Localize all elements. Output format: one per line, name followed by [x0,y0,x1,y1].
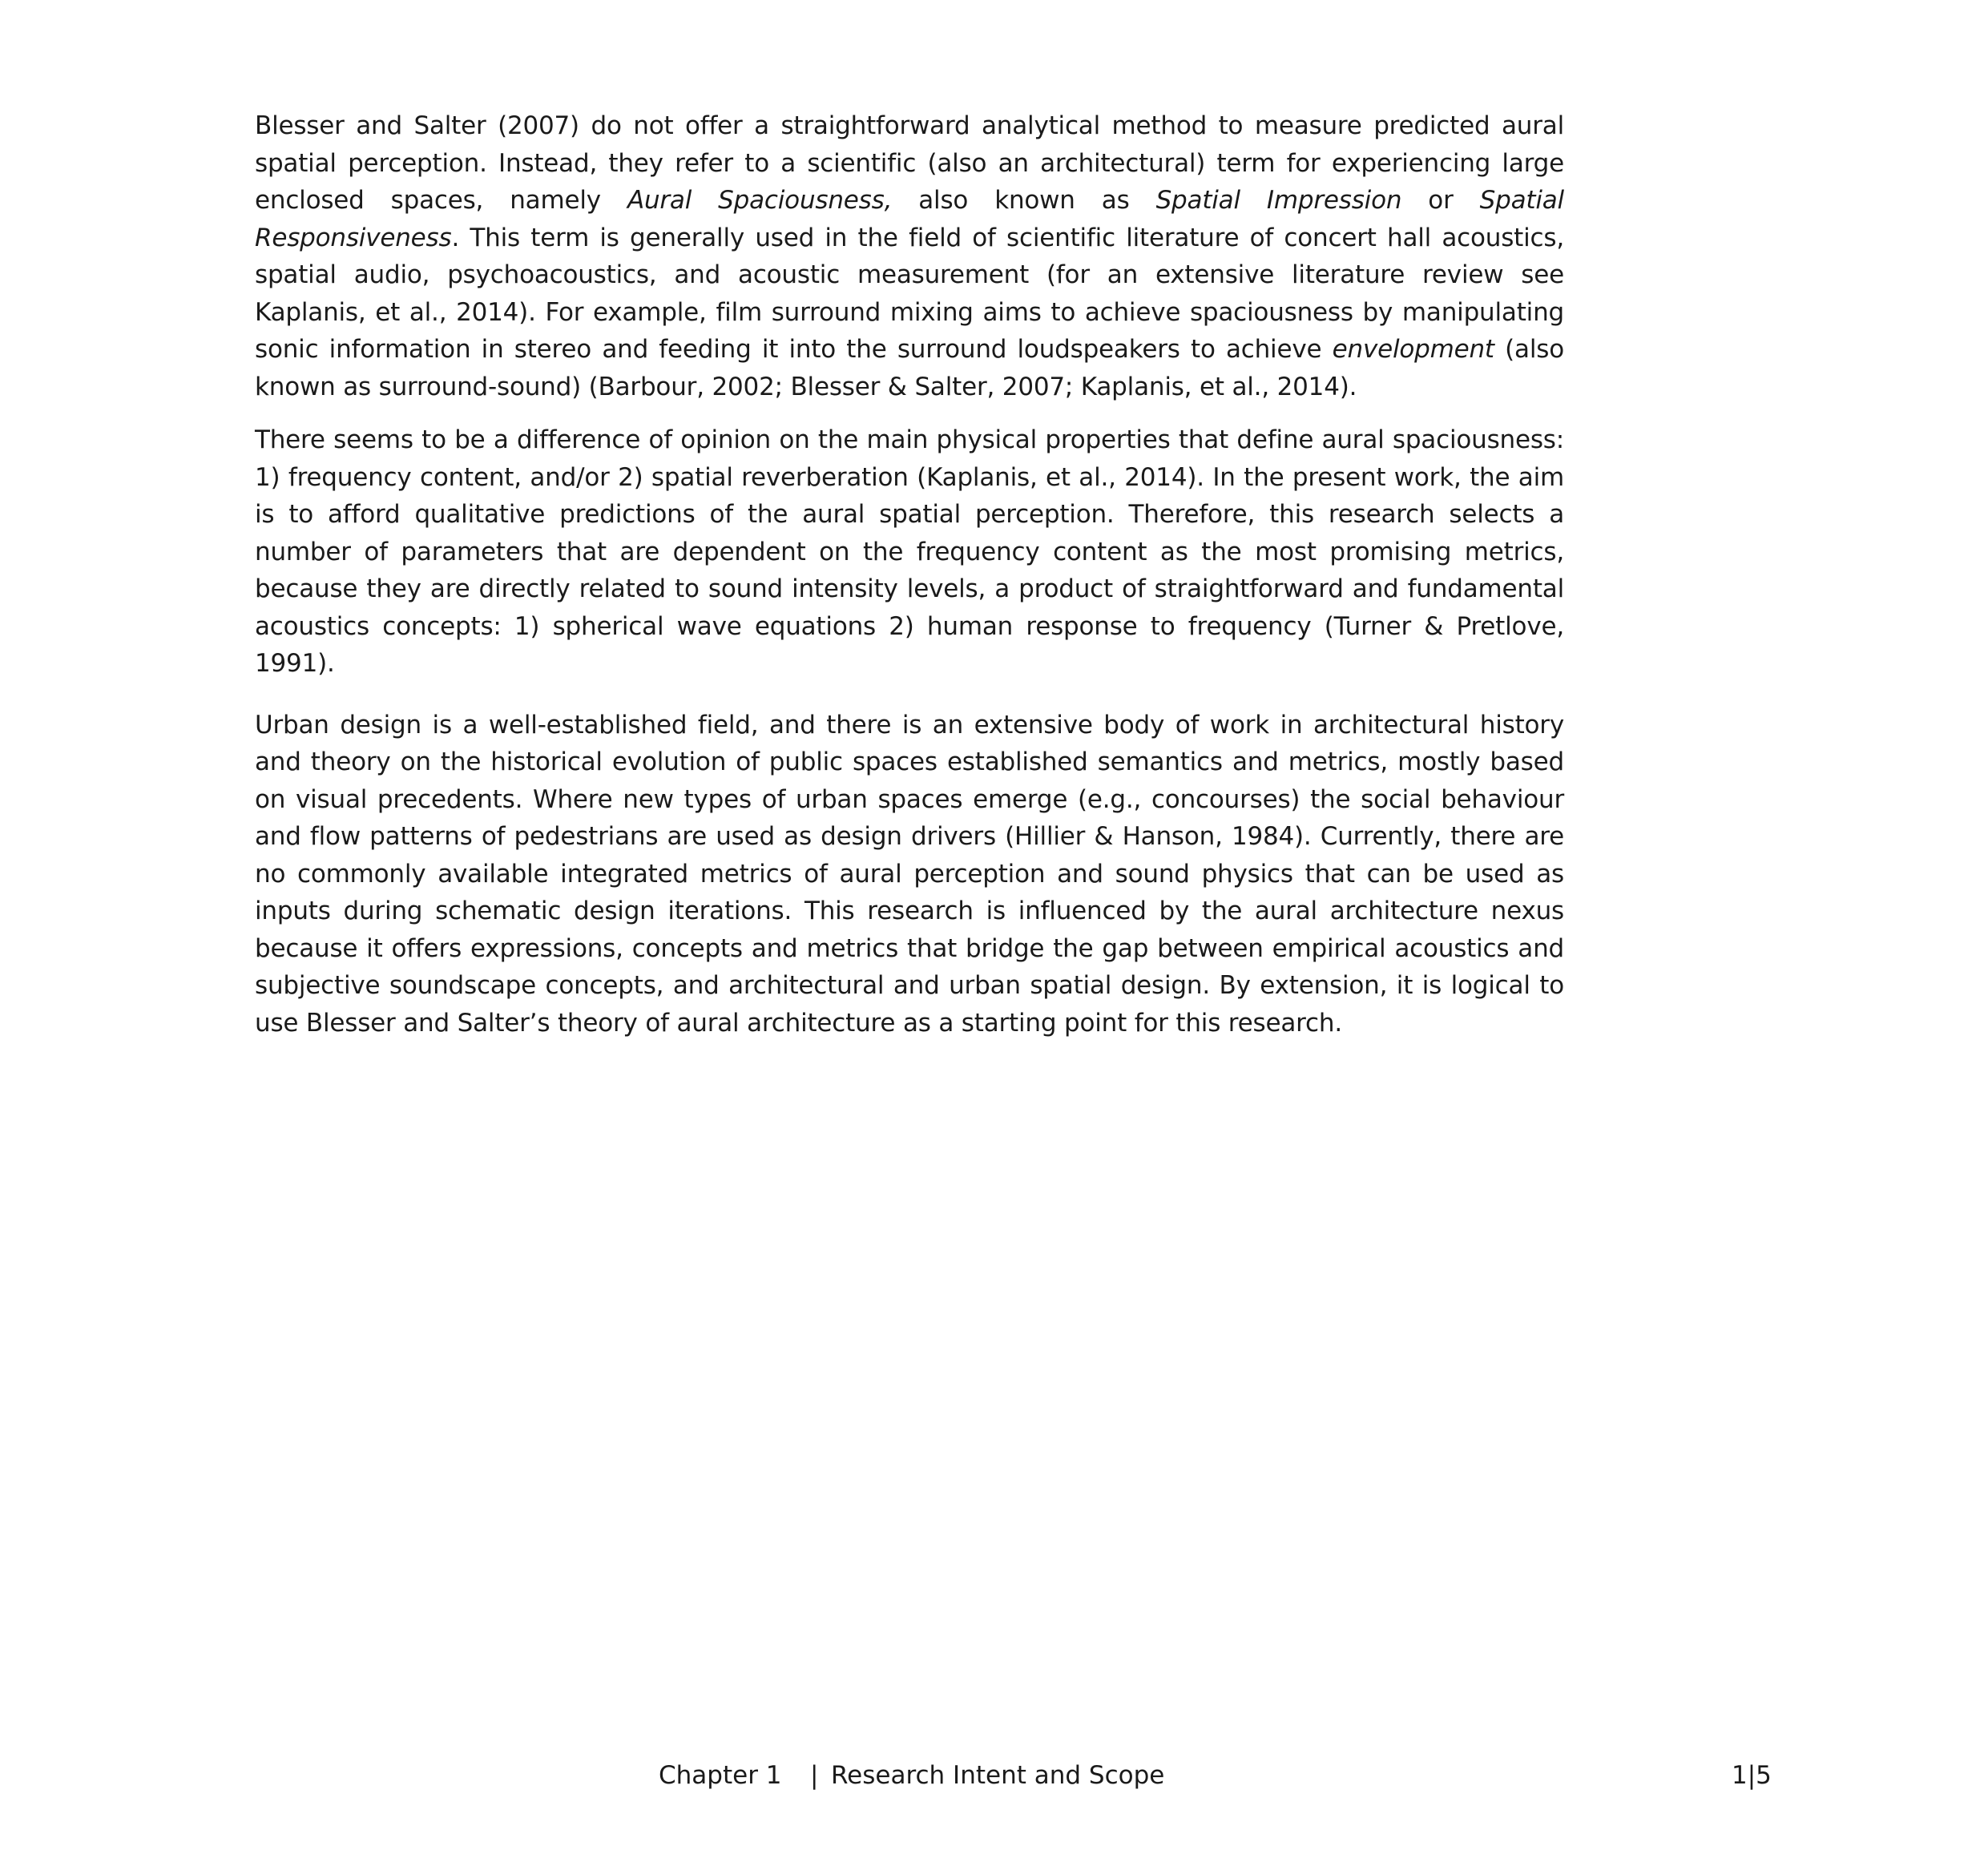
paragraph-1 [255,107,1564,405]
text-segment: There seems to be a difference of opinion on the main physical properties that define aural spaciousness: 1) frequency content, and/or 2) spatial reverberation (Kaplanis, et al., 2014). In the present work, the aim is to afford qualitative predictions of the aural spatial perception. Therefore, this research selects a number of parameters that are dependent on the frequency content as the most promising metrics, because they are directly related to sound intensity levels, a product of straightforward and fundamental acoustics concepts: 1) spherical wave equations 2) human response to frequency (Turner & Pretlove, 1991). [255,425,1564,678]
text-segment: (also known as surround-sound) (Barbour, 2002; Blesser & Salter, 2007; Kaplanis, et al., 2014). [255,335,1564,401]
paragraph-2 [255,421,1564,683]
footer-separator: | [810,1761,819,1790]
text-segment: Blesser and Salter (2007) do not offer a straightforward analytical method to measure predicted aural spatial perception. Instead, they refer to a scientific (also an architectural) term for experiencing large enclosed spaces, namely [255,111,1564,215]
page-number: 1|5 [1732,1761,1772,1790]
paragraph-3 [255,707,1564,1042]
italic-term: Aural Spaciousness, [627,186,893,215]
italic-term: Spatial Responsiveness [255,186,1564,252]
text-segment: . This term is generally used in the field of scientific literature of concert hall acoustics, spatial audio, psychoacoustics, and acoustic measurement (for an extensive literature review see Kaplanis, et al., 2014). For example, film surround mixing aims to achieve spaciousness by manipulating sonic information in stereo and feeding it into the surround loudspeakers to achieve [255,223,1564,364]
footer-title: Research Intent and Scope [831,1761,1165,1790]
text-segment: also known as [892,186,1156,215]
body-text [255,107,1564,1058]
italic-term: Spatial Impression [1155,186,1402,215]
footer-chapter: Chapter 1 [659,1761,782,1790]
text-segment: or [1401,186,1480,215]
text-segment: Urban design is a well-established field, and there is an extensive body of work in architectural history and theory on the historical evolution of public spaces established semantics and metrics, mostly based on visual precedents. Where new types of urban spaces emerge (e.g., concourses) the social behaviour and flow patterns of pedestrians are used as design drivers (Hillier & Hanson, 1984). Currently, there are no commonly available integrated metrics of aural perception and sound physics that can be used as inputs during schematic design iterations. This research is influenced by the aural architecture nexus because it offers expressions, concepts and metrics that bridge the gap between empirical acoustics and subjective soundscape concepts, and architectural and urban spatial design. By extension, it is logical to use Blesser and Salter’s theory of aural architecture as a starting point for this research. [255,710,1564,1038]
italic-term: envelopment [1332,335,1494,364]
